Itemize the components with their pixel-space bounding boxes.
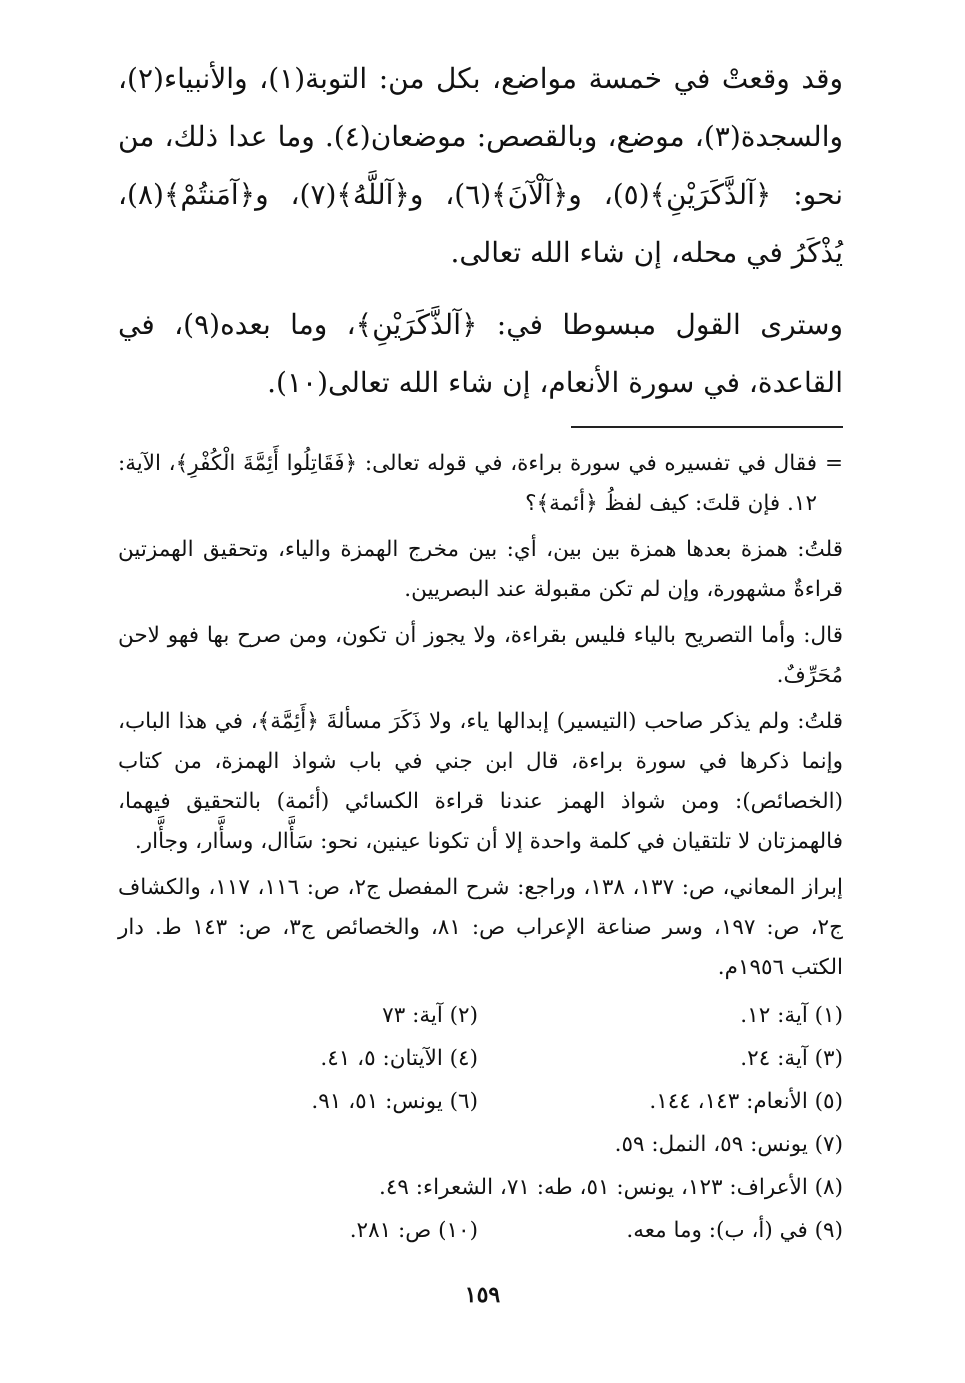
note-paragraph-3: قلتُ: ولم يذكر صاحب (التيسير) إبدالها ياء، ولا ذَكَرَ مسألةَ ﴿أَئِمَّة﴾، في هذا الباب، وإنما ذكرها في سورة براءة، قال ابن جني في باب شواذ الهمزة، من كتاب (الخصائص): ومن شواذ الهمز عندنا قراءة الكسائي (أئمة) بالتحقيق فيهما، فالهمزتان لا تلتقيان في كلمة واحدة إلا أن تكونا عينين، نحو: سَأَّال، وسأَّار، وجأَّار. [118, 709, 843, 854]
body-paragraph-1: وقد وقعتْ في خمسة مواضع، بكل من: التوبة(١)، والأنبياء(٢)، والسجدة(٣)، موضع، وبالقصص: موضعان(٤). وما عدا ذلك، من نحو: ﴿آلذَّكَرَيْنِ﴾(٥)، و﴿آلْآنَ﴾(٦)، و﴿آللَّهُ﴾(٧)، و﴿آمَنتُمْ﴾(٨)، يُذْكَرُ في محله، إن شاء الله تعالى. [118, 62, 844, 269]
footnote-9: (٩) في (أ، ب): وما معه. [626, 1218, 843, 1243]
footnote-row-4 [118, 1123, 843, 1166]
footnote-7: (٧) يونس: ٥٩، النمل: ٥٩. [614, 1132, 843, 1157]
footnote-2: (٢) آية: ٧٣ [382, 1003, 478, 1028]
note-paragraph-2: قال: وأما التصريح بالياء فليس بقراءة، ولا يجوز أن تكون، ومن صرح بها فهو لاحن مُحَرِّفٌ. [118, 623, 843, 688]
footnote-8: (٨) الأعراف: ١٢٣، يونس: ٥١، طه: ٧١، الشعراء: ٤٩. [379, 1175, 843, 1200]
footnotes [118, 444, 843, 1252]
footnote-10: (١٠) ص: ٢٨١. [349, 1218, 478, 1243]
footnote-separator [571, 426, 843, 428]
footnote-row-3 [118, 1080, 843, 1123]
page-content [118, 50, 843, 1252]
continuation-mark: = [824, 451, 843, 476]
footnote-5: (٥) الأنعام: ١٤٣، ١٤٤. [649, 1089, 843, 1114]
note-paragraph-4: إبراز المعاني، ص: ١٣٧، ١٣٨، وراجع: شرح المفصل ج٢، ص: ١١٦، ١١٧، والكشاف ج٢، ص: ١٩٧، وسر صناعة الإعراب ص: ٨١، والخصائص ج٣، ص: ١٤٣ ط. دار الكتب ١٩٥٦م. [118, 875, 843, 980]
page-number: ١٥٩ [464, 1282, 501, 1308]
footnote-row-5 [118, 1166, 843, 1209]
continuation-text: فقال في تفسيره في سورة براءة، في قوله تعالى: ﴿فَقَاتِلُوا أَئِمَّةَ الْكُفْرِ﴾، الآية: ١٢. فإن قلتَ: كيف لفظُ ﴿أئمة﴾؟ [118, 451, 817, 516]
footnote-row-6 [118, 1209, 843, 1252]
footnote-1: (١) آية: ١٢. [740, 1003, 843, 1028]
footnote-6: (٦) يونس: ٥١، ٩١. [311, 1089, 478, 1114]
footnote-3: (٣) آية: ٢٤. [740, 1046, 843, 1071]
footnote-continuation [118, 444, 843, 524]
note-paragraph-1: قلتُ: همزة بعدها همزة بين بين، أي: بين مخرج الهمزة والياء، وتحقيق الهمزتين قراءةٌ مشهورة، وإن لم تكن مقبولة عند البصريين. [118, 537, 843, 602]
main-text [118, 50, 843, 412]
footnote-4: (٤) الآيتان: ٥، ٤١. [320, 1046, 478, 1071]
footnote-row-1 [118, 994, 843, 1037]
body-paragraph-2: وسترى القول مبسوطا في: ﴿آلذَّكَرَيْنِ﴾، وما بعده(٩)، في القاعدة، في سورة الأنعام، إن شاء الله تعالى(١٠). [118, 308, 843, 399]
footnote-row-2 [118, 1037, 843, 1080]
